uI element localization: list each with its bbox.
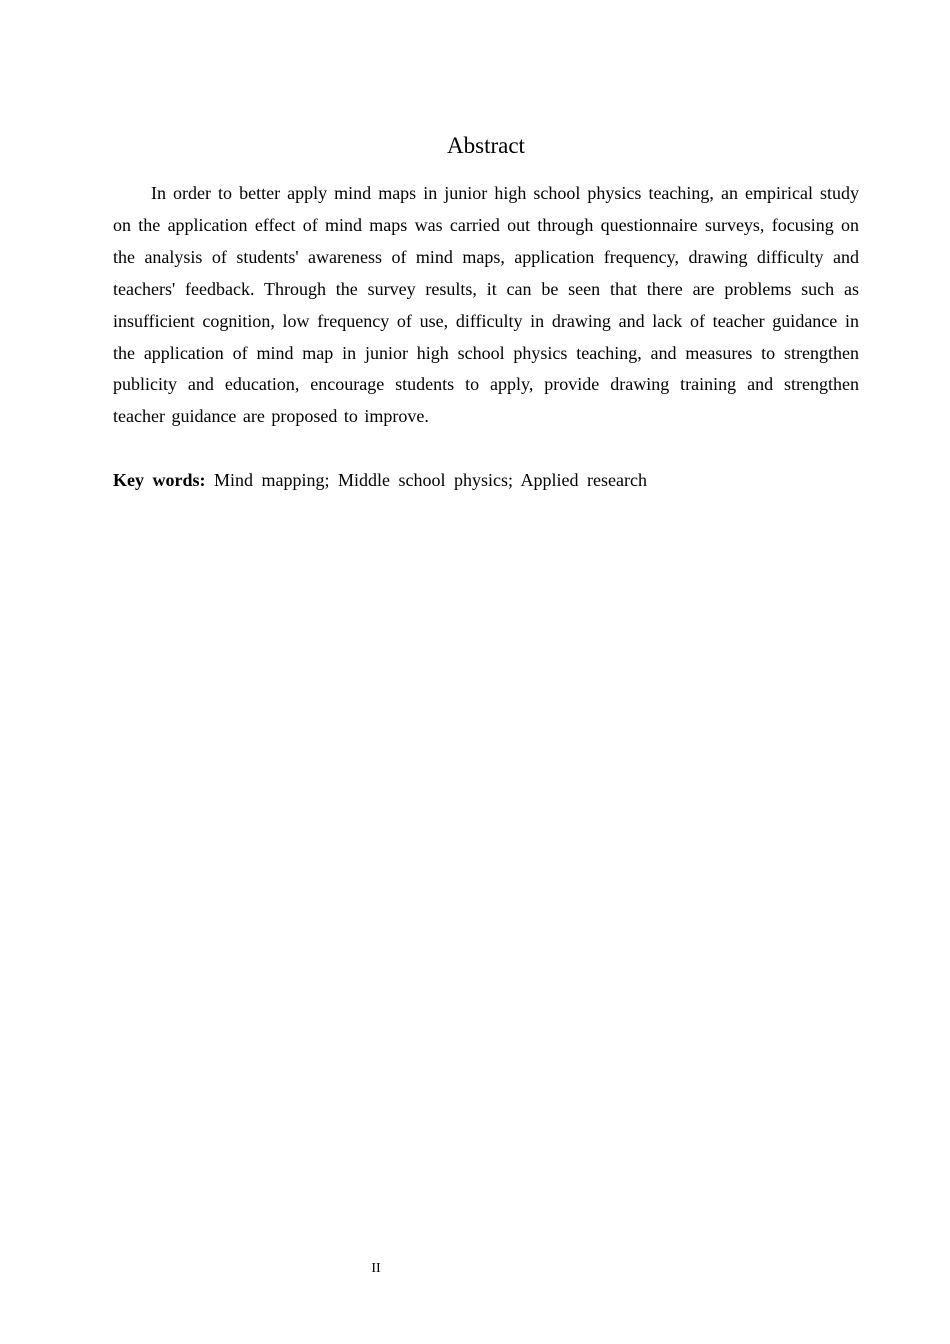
abstract-body: In order to better apply mind maps in junior high school physics teaching, an empirical study on the application effect of mind maps was carried out through questionnaire surveys, focusing on the analysis of students' awareness of mind maps, application frequency, drawing difficulty and teachers' feedback. Through the survey results, it can be seen that there are problems such as insufficient cognition, low frequency of use, difficulty in drawing and lack of teacher guidance in the application of mind map in junior high school physics teaching, and measures to strengthen publicity and education, encourage students to apply, provide drawing training and strengthen teacher guidance are proposed to improve. — [113, 183, 859, 427]
keywords-text: Mind mapping; Middle school physics; Applied research — [214, 470, 647, 490]
abstract-title: Abstract — [447, 133, 525, 158]
keywords-line — [113, 465, 859, 497]
page-number: II — [371, 1261, 381, 1276]
keywords-label: Key words: — [113, 470, 206, 490]
